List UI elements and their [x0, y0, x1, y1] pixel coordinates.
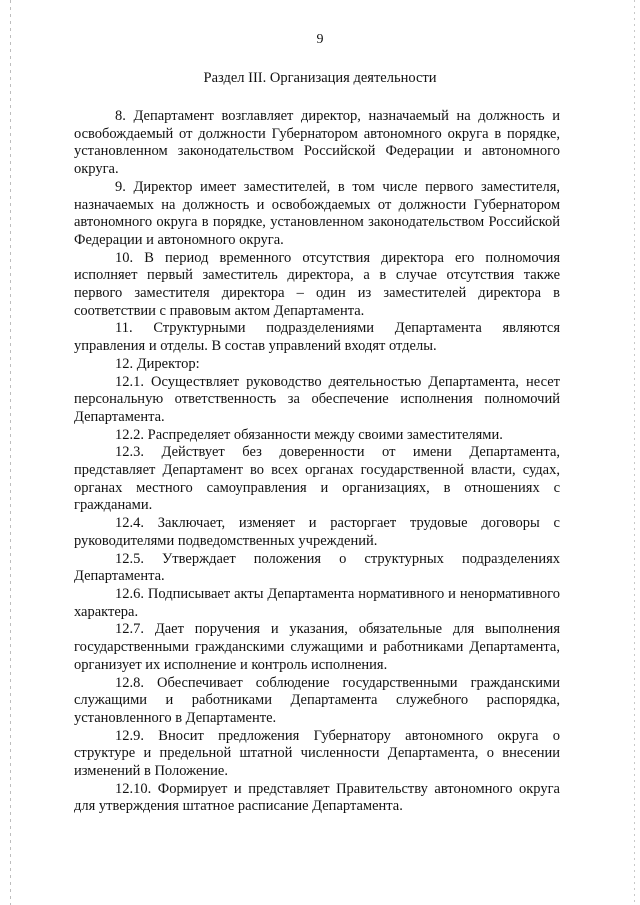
paragraph-9: 9. Директор имеет заместителей, в том числе первого заместителя, назначаемых на должность и освобождаемых от должности Губернатором автономного округа в порядке, установленном законодательством Российской Федерации и автономного округа.	[74, 178, 560, 248]
scan-edge-left	[10, 0, 11, 905]
paragraph-12-2: 12.2. Распределяет обязанности между своими заместителями.	[115, 426, 503, 443]
paragraph-12-9: 12.9. Вносит предложения Губернатору автономного округа о структуре и предельной штатной численности Департамента, о внесении изменений в Положение.	[74, 727, 560, 780]
paragraph-8: 8. Департамент возглавляет директор, назначаемый на должность и освобождаемый от должности Губернатором автономного округа в порядке, установленном законодательством Российской Федерации и автономного округа.	[74, 108, 560, 178]
paragraph-10: 10. В период временного отсутствия директора его полномочия исполняет первый заместитель директора, а в случае отсутствия также первого заместителя директора – один из заместителей директора в соответствии с правовым актом Департамента.	[74, 249, 560, 319]
scan-edge-right	[634, 0, 635, 905]
paragraph-11: 11. Структурными подразделениями Департамента являются управления и отделы. В состав управлений входят отделы.	[74, 320, 560, 355]
paragraph-12-3: 12.3. Действует без доверенности от имени Департамента, представляет Департамент во всех органах государственной власти, судах, органах местного самоуправления и организациях, в отношениях с гражданами.	[74, 444, 560, 514]
paragraph-12-6: 12.6. Подписывает акты Департамента нормативного и ненормативного характера.	[74, 585, 560, 620]
page-number: 9	[316, 32, 324, 47]
document-body	[74, 108, 560, 816]
section-title: Раздел III. Организация деятельности	[203, 70, 437, 86]
paragraph-12-5: 12.5. Утверждает положения о структурных подразделениях Департамента.	[74, 550, 560, 585]
paragraph-12-4: 12.4. Заключает, изменяет и расторгает трудовые договоры с руководителями подведомственных учреждений.	[74, 515, 560, 549]
paragraph-12-8: 12.8. Обеспечивает соблюдение государственными гражданскими служащими и работниками Департамента служебного распорядка, установленного в Департаменте.	[74, 674, 560, 726]
paragraph-12-10: 12.10. Формирует и представляет Правительству автономного округа для утверждения штатное расписание Департамента.	[74, 780, 560, 815]
paragraph-12: 12. Директор:	[115, 355, 200, 372]
paragraph-12-1: 12.1. Осуществляет руководство деятельностью Департамента, несет персональную ответственность за обеспечение исполнения полномочий Департамента.	[74, 373, 560, 425]
paragraph-12-7: 12.7. Дает поручения и указания, обязательные для выполнения государственными гражданскими служащими и работниками Департамента, организует их исполнение и контроль исполнения.	[74, 621, 560, 673]
